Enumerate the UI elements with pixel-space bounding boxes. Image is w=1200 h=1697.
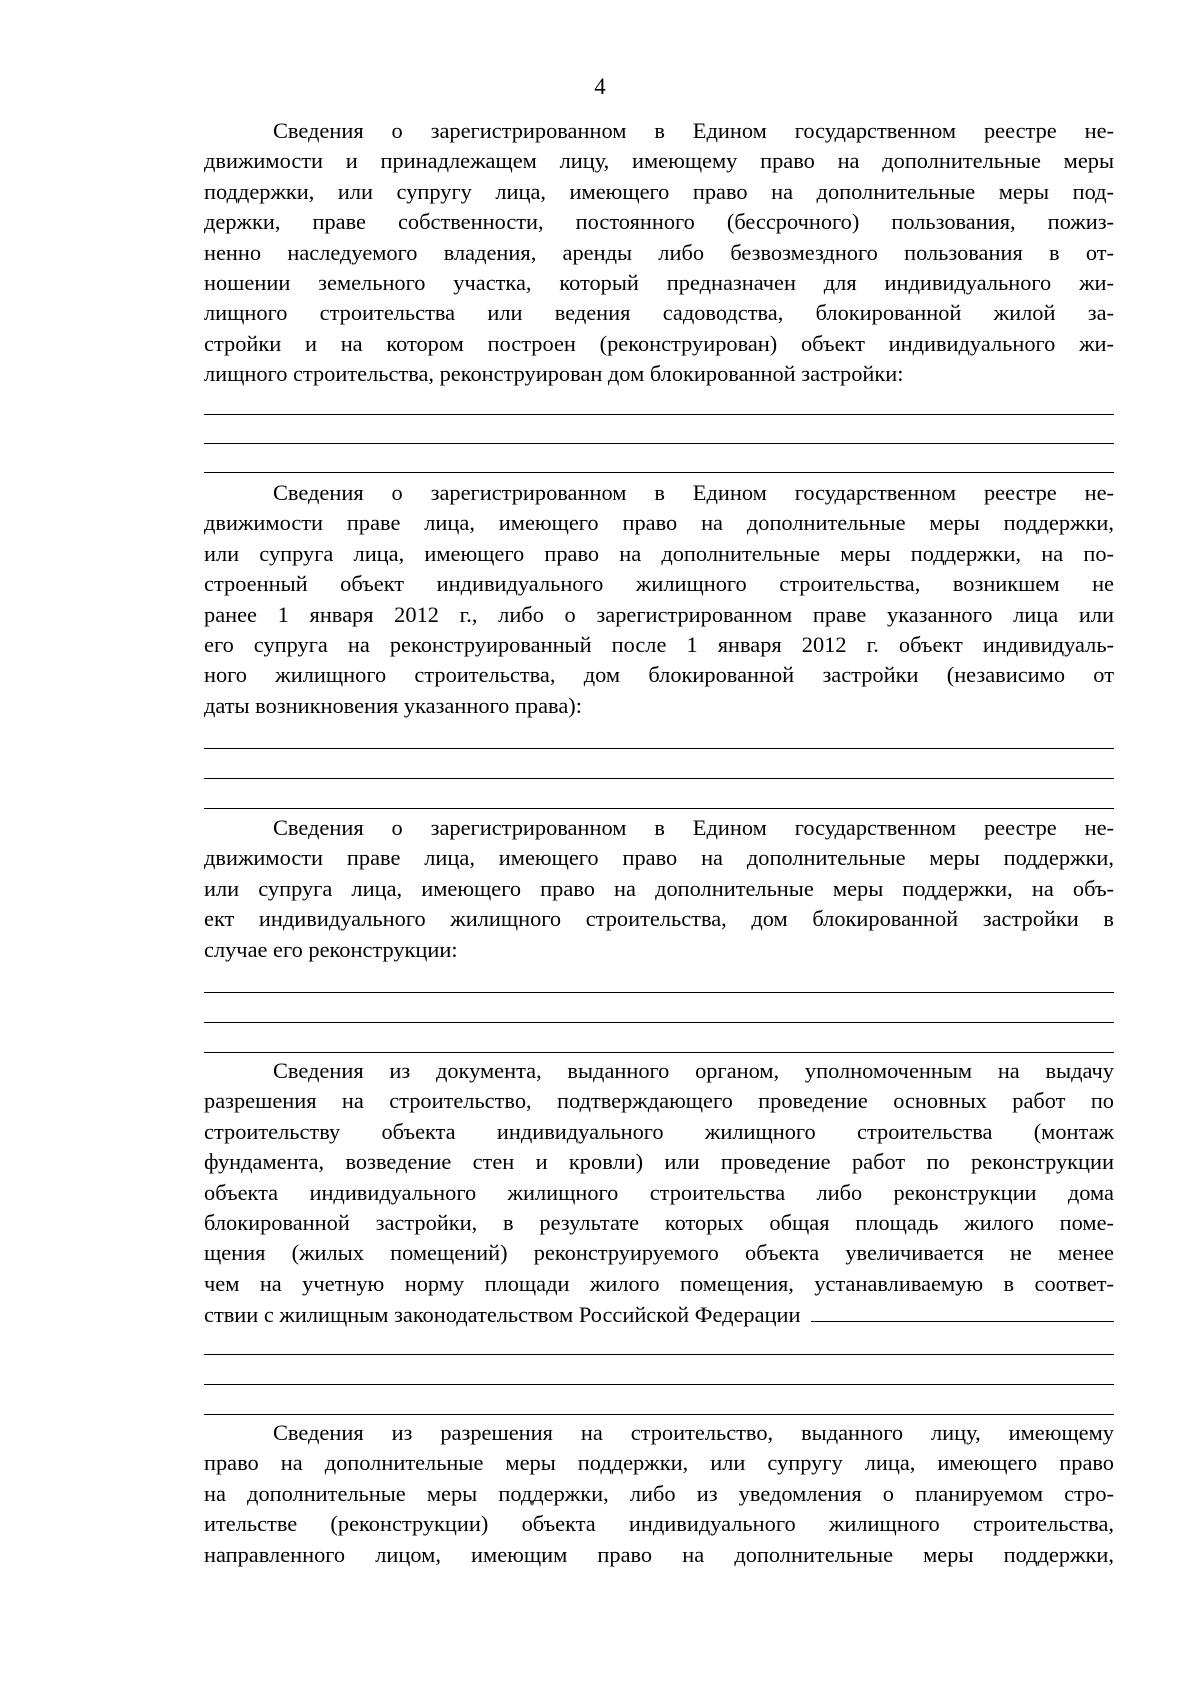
text-line: поддержки, или супругу лица, имеющего право на дополнительные меры под- bbox=[204, 178, 1114, 204]
page-number: 4 bbox=[594, 74, 606, 99]
text-line: строительству объекта индивидуального жилищного строительства (монтаж bbox=[204, 1118, 1114, 1144]
text-line: направленного лицом, имеющим право на дополнительные меры поддержки, bbox=[204, 1541, 1114, 1567]
inline-fill-in-line[interactable] bbox=[811, 1299, 1114, 1322]
text-line: случае его реконструкции: bbox=[204, 936, 458, 962]
fill-in-line[interactable] bbox=[204, 748, 1114, 749]
text-line: ного жилищного строительства, дом блокированной застройки (независимо от bbox=[204, 662, 1114, 688]
section-building-permit bbox=[204, 1418, 1114, 1570]
text-line: фундамента, возведение стен и кровли) или проведение работ по реконструкции bbox=[204, 1149, 1114, 1175]
fill-in-line[interactable] bbox=[204, 778, 1114, 779]
section-built-object-rights bbox=[204, 478, 1114, 721]
text-line: движимости праве лица, имеющего право на дополнительные меры поддержки, bbox=[204, 845, 1114, 871]
section-land-plot-rights bbox=[204, 116, 1114, 390]
text-line: щения (жилых помещений) реконструируемого объекта увеличивается не менее bbox=[204, 1240, 1114, 1266]
text-line: стройки и на котором построен (реконструирован) объект индивидуального жи- bbox=[204, 330, 1114, 356]
fill-in-line[interactable] bbox=[204, 808, 1114, 809]
section-reconstruction-rights bbox=[204, 813, 1114, 965]
text-line: на дополнительные меры поддержки, либо из уведомления о планируемом стро- bbox=[204, 1480, 1114, 1506]
text-line: или супруга лица, имеющего право на дополнительные меры поддержки, на объ- bbox=[204, 875, 1114, 901]
text-line: ительстве (реконструкции) объекта индивидуального жилищного строительства, bbox=[204, 1511, 1114, 1537]
text-line: лищного строительства или ведения садоводства, блокированной жилой за- bbox=[204, 300, 1114, 326]
text-line: Сведения о зарегистрированном в Едином государственном реестре не- bbox=[273, 815, 1114, 840]
text-line: чем на учетную норму площади жилого помещения, устанавливаемую в соответ- bbox=[204, 1270, 1114, 1296]
fill-in-line[interactable] bbox=[204, 1022, 1114, 1023]
text-line: движимости праве лица, имеющего право на дополнительные меры поддержки, bbox=[204, 510, 1114, 536]
fill-in-line[interactable] bbox=[204, 443, 1114, 444]
fill-in-line[interactable] bbox=[204, 472, 1114, 473]
text-line: ствии с жилищным законодательством Российской Федерации bbox=[204, 1302, 801, 1328]
fill-in-line[interactable] bbox=[204, 414, 1114, 415]
text-line: ненно наследуемого владения, аренды либо безвозмездного пользования в от- bbox=[204, 239, 1114, 265]
fill-in-line[interactable] bbox=[204, 992, 1114, 993]
text-line: Сведения о зарегистрированном в Едином государственном реестре не- bbox=[273, 118, 1114, 143]
text-line: Сведения о зарегистрированном в Едином государственном реестре не- bbox=[273, 480, 1114, 505]
text-line: ранее 1 января 2012 г., либо о зарегистрированном праве указанного лица или bbox=[204, 601, 1114, 627]
fill-in-line[interactable] bbox=[204, 1354, 1114, 1355]
section-construction-document bbox=[204, 1056, 1114, 1330]
fill-in-line[interactable] bbox=[204, 1384, 1114, 1385]
text-line: движимости и принадлежащем лицу, имеющему право на дополнительные меры bbox=[204, 148, 1114, 174]
text-line: разрешения на строительство, подтверждающего проведение основных работ по bbox=[204, 1088, 1114, 1114]
text-line: Сведения из документа, выданного органом, уполномоченным на выдачу bbox=[273, 1058, 1114, 1083]
fill-in-line[interactable] bbox=[204, 1414, 1114, 1415]
text-line: или супруга лица, имеющего право на дополнительные меры поддержки, на по- bbox=[204, 540, 1114, 566]
text-line: даты возникновения указанного права): bbox=[204, 692, 582, 718]
text-line: Сведения из разрешения на строительство, выданного лицу, имеющему bbox=[273, 1420, 1114, 1445]
text-line: ект индивидуального жилищного строительства, дом блокированной застройки в bbox=[204, 906, 1114, 932]
text-line: его супруга на реконструированный после 1 января 2012 г. объект индивидуаль- bbox=[204, 631, 1114, 657]
text-line: ношении земельного участка, который предназначен для индивидуального жи- bbox=[204, 269, 1114, 295]
text-line: держки, праве собственности, постоянного (бессрочного) пользования, пожиз- bbox=[204, 209, 1114, 235]
text-line: объекта индивидуального жилищного строительства либо реконструкции дома bbox=[204, 1179, 1114, 1205]
text-line: блокированной застройки, в результате которых общая площадь жилого поме- bbox=[204, 1209, 1114, 1235]
fill-in-line[interactable] bbox=[204, 1052, 1114, 1053]
text-line-with-blank bbox=[204, 1299, 1114, 1329]
text-line: лищного строительства, реконструирован дом блокированной застройки: bbox=[204, 361, 904, 387]
text-line: право на дополнительные меры поддержки, или супругу лица, имеющего право bbox=[204, 1450, 1114, 1476]
text-line: строенный объект индивидуального жилищного строительства, возникшем не bbox=[204, 571, 1114, 597]
